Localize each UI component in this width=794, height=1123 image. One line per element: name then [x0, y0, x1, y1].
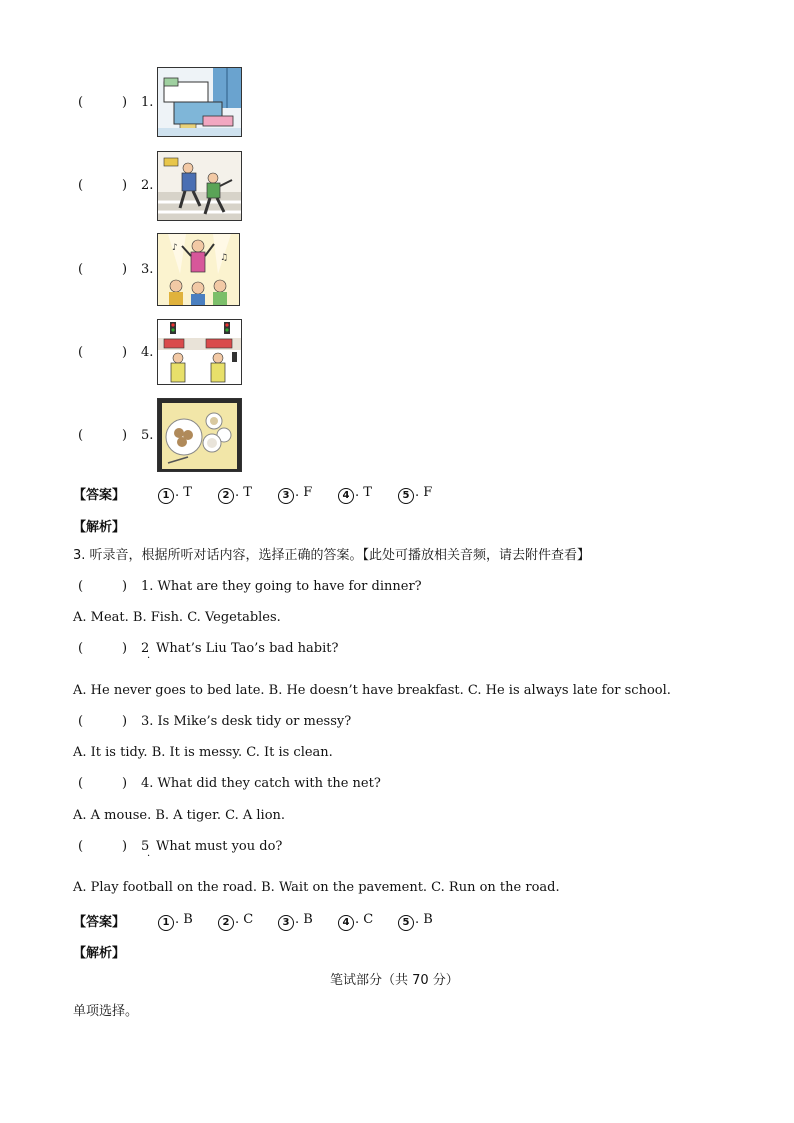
- answer-value: . F: [295, 485, 313, 500]
- svg-text:♫: ♫: [220, 253, 229, 263]
- item-number: 3.: [141, 262, 154, 277]
- question-text: What’s Liu Tao’s bad habit?: [156, 641, 339, 656]
- question-text: 4. What did they catch with the net?: [141, 776, 381, 791]
- question-options: A. Play football on the road. B. Wait on the pavement. C. Run on the road.: [73, 880, 560, 895]
- dot-mark: ·: [147, 653, 151, 664]
- paren-close: ): [122, 641, 128, 656]
- answer-item: [158, 912, 193, 931]
- answer-item: [158, 485, 192, 504]
- answer-value: . T: [235, 485, 252, 500]
- answer-value: . F: [415, 485, 433, 500]
- paren-open: (: [78, 95, 84, 110]
- answer-item: [398, 485, 432, 504]
- breakfast-table-picture: [157, 398, 242, 472]
- paren-close: ): [122, 839, 128, 854]
- paren-open: (: [78, 776, 84, 791]
- paren-close: ): [122, 714, 128, 729]
- answer-item: [338, 485, 372, 504]
- question-number: 5: [141, 839, 150, 854]
- circled-number: 5: [398, 488, 414, 504]
- answer-value: . B: [415, 912, 433, 927]
- circled-number: 4: [338, 915, 354, 931]
- singer-concert-picture: [157, 233, 240, 306]
- answer-item: [218, 485, 252, 504]
- circled-number: 1: [158, 488, 174, 504]
- answer-value: . C: [355, 912, 374, 927]
- single-choice-title: 单项选择。: [73, 1004, 139, 1019]
- paren-close: ): [122, 776, 128, 791]
- svg-text:♪: ♪: [172, 243, 178, 253]
- paren-open: (: [78, 178, 84, 193]
- paren-close: ): [122, 579, 128, 594]
- paren-open: (: [78, 262, 84, 277]
- paren-open: (: [78, 714, 84, 729]
- circled-number: 2: [218, 915, 234, 931]
- circled-number: 2: [218, 488, 234, 504]
- dot-mark: ·: [147, 851, 151, 862]
- item-number: 5.: [141, 428, 154, 443]
- analysis-label: 【解析】: [73, 520, 126, 535]
- question-options: A. A mouse. B. A tiger. C. A lion.: [73, 808, 286, 823]
- answer-label: 【答案】: [73, 488, 126, 503]
- answer-value: . B: [295, 912, 313, 927]
- circled-number: 1: [158, 915, 174, 931]
- answer-label: 【答案】: [73, 915, 126, 930]
- answer-item: [338, 912, 373, 931]
- question-number: 2: [141, 641, 150, 656]
- paren-close: ): [122, 178, 128, 193]
- circled-number: 3: [278, 915, 294, 931]
- circled-number: 3: [278, 488, 294, 504]
- answer-value: . C: [235, 912, 254, 927]
- item-number: 4.: [141, 345, 154, 360]
- paren-close: ): [122, 345, 128, 360]
- question-options: A. It is tidy. B. It is messy. C. It is clean.: [73, 745, 333, 760]
- circled-number: 5: [398, 915, 414, 931]
- paren-open: (: [78, 641, 84, 656]
- traffic-police-picture: [157, 319, 242, 385]
- answer-item: [218, 912, 253, 931]
- paren-close: ): [122, 428, 128, 443]
- item-number: 2.: [141, 178, 154, 193]
- question-text: 3. Is Mike’s desk tidy or messy?: [141, 714, 352, 729]
- analysis-label: 【解析】: [73, 946, 126, 961]
- question-text: What must you do?: [156, 839, 283, 854]
- answer-value: . T: [175, 485, 192, 500]
- paren-close: ): [122, 95, 128, 110]
- boys-crossing-road-picture: [157, 151, 242, 221]
- item-number: 1.: [141, 95, 154, 110]
- answer-item: [278, 485, 312, 504]
- paren-open: (: [78, 345, 84, 360]
- question-options: A. He never goes to bed late. B. He doesn’t have breakfast. C. He is always late for school.: [73, 683, 671, 698]
- written-section-title: 笔试部分（共 70 分）: [330, 973, 459, 988]
- circled-number: 4: [338, 488, 354, 504]
- bedroom-picture: [157, 67, 242, 137]
- paren-close: ): [122, 262, 128, 277]
- question-options: A. Meat. B. Fish. C. Vegetables.: [73, 610, 281, 625]
- answer-value: . B: [175, 912, 193, 927]
- paren-open: (: [78, 428, 84, 443]
- paren-open: (: [78, 839, 84, 854]
- section-heading: 3. 听录音，根据所听对话内容，选择正确的答案。【此处可播放相关音频，请去附件查看】: [73, 548, 591, 563]
- answer-item: [398, 912, 433, 931]
- answer-value: . T: [355, 485, 372, 500]
- question-text: 1. What are they going to have for dinner?: [141, 579, 422, 594]
- paren-open: (: [78, 579, 84, 594]
- answer-item: [278, 912, 313, 931]
